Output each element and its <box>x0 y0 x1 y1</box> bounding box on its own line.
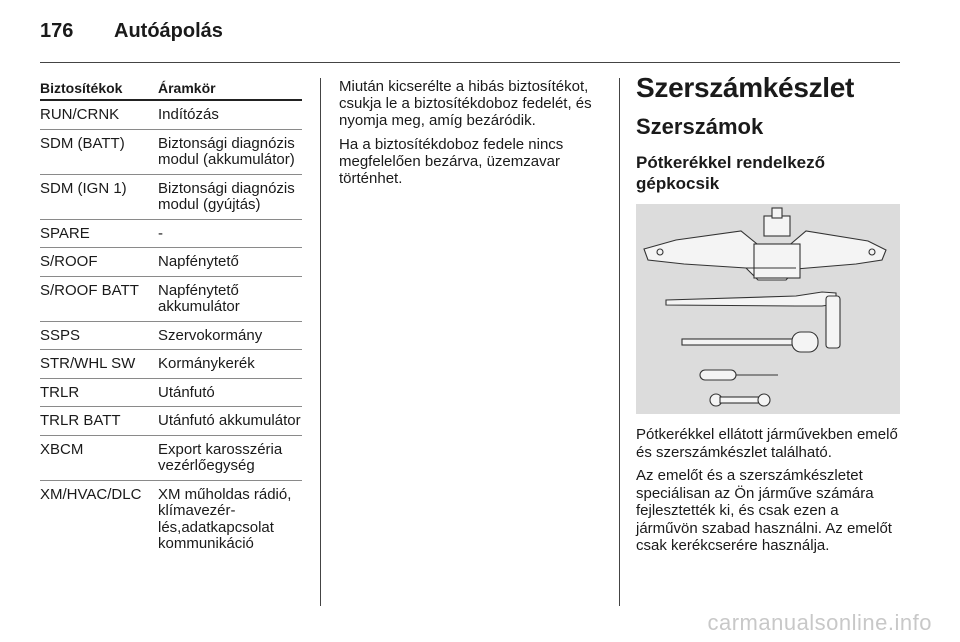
table-row <box>40 322 302 351</box>
page-header <box>40 20 223 43</box>
circuit-cell: - <box>158 224 163 242</box>
fuse-cell: SSPS <box>40 326 81 344</box>
circuit-cell: Kormánykerék <box>158 355 255 372</box>
table-row <box>40 407 302 436</box>
circuit-cell: Biztonsági diagnózis modul (gyújtás) <box>158 179 295 213</box>
col-header-fuse: Biztosítékok <box>40 80 123 96</box>
fuse-cell: TRLR BATT <box>40 412 121 429</box>
section-heading: Szerszámkészlet <box>636 72 855 103</box>
subsection-heading: Szerszámok <box>636 114 764 139</box>
fuse-cell: SPARE <box>40 224 90 242</box>
circuit-cell: Indítózás <box>158 106 219 123</box>
fuse-cell: TRLR <box>40 383 80 401</box>
fuse-table <box>40 80 302 558</box>
paragraph: Az emelőt és a szerszámkészletet speciálisan az Ön járműve számára fejlesztették ki, és csak ezen a járművön szabad használni. Az emelőt csak kerékcserére használja. <box>636 467 892 554</box>
paragraph: Miután kicserélte a hibás biztosítékot, csukja le a biztosítékdoboz fedelét, és nyomja meg, amíg bezáródik. <box>339 78 592 129</box>
page-title: Autóápolás <box>114 20 223 42</box>
column-divider <box>619 78 620 606</box>
table-row <box>40 220 302 249</box>
circuit-cell: XM műholdas rádió, klímavezér-lés,adatkapcsolat kommunikáció <box>158 485 292 552</box>
table-row <box>40 277 302 322</box>
page-number: 176 <box>40 20 74 42</box>
column-divider <box>320 78 321 606</box>
circuit-cell: Utánfutó <box>158 383 215 401</box>
paragraph: Pótkerékkel ellátott járművekben emelő és szerszámkészlet található. <box>636 426 898 461</box>
table-row <box>40 130 302 175</box>
fuse-cell: S/ROOF BATT <box>40 281 139 299</box>
middle-column <box>339 78 611 194</box>
circuit-cell: Napfénytető <box>158 253 239 270</box>
fuse-cell: SDM (IGN 1) <box>40 179 127 197</box>
table-row <box>40 481 302 558</box>
section-body <box>636 426 902 555</box>
table-row <box>40 101 302 130</box>
circuit-cell: Napfénytető akkumulátor <box>158 281 240 315</box>
fuse-cell: STR/WHL SW <box>40 355 136 372</box>
sub-subsection-heading: Pótkerékkel rendelkező gépkocsik <box>636 153 825 193</box>
right-column <box>636 72 902 561</box>
header-rule <box>40 62 900 63</box>
circuit-cell: Export karosszéria vezérlőegység <box>158 440 283 474</box>
table-row <box>40 248 302 277</box>
table-row <box>40 379 302 408</box>
tool-kit-illustration <box>636 204 900 414</box>
circuit-cell: Biztonsági diagnózis modul (akkumulátor) <box>158 134 295 168</box>
circuit-cell: Utánfutó akkumulátor <box>158 412 301 429</box>
watermark: carmanualsonline.info <box>707 610 932 635</box>
fuse-cell: XBCM <box>40 440 84 458</box>
paragraph: Ha a biztosítékdoboz fedele nincs megfelelően bezárva, üzemzavar történhet. <box>339 136 564 187</box>
fuse-cell: XM/HVAC/DLC <box>40 485 142 503</box>
fuse-cell: SDM (BATT) <box>40 134 125 152</box>
fuse-table-header <box>40 80 302 101</box>
table-row <box>40 350 302 379</box>
circuit-cell: Szervokormány <box>158 326 263 344</box>
col-header-circuit: Áramkör <box>158 80 216 96</box>
table-row <box>40 436 302 481</box>
fuse-cell: S/ROOF <box>40 253 98 270</box>
table-row <box>40 175 302 220</box>
fuse-cell: RUN/CRNK <box>40 106 120 123</box>
